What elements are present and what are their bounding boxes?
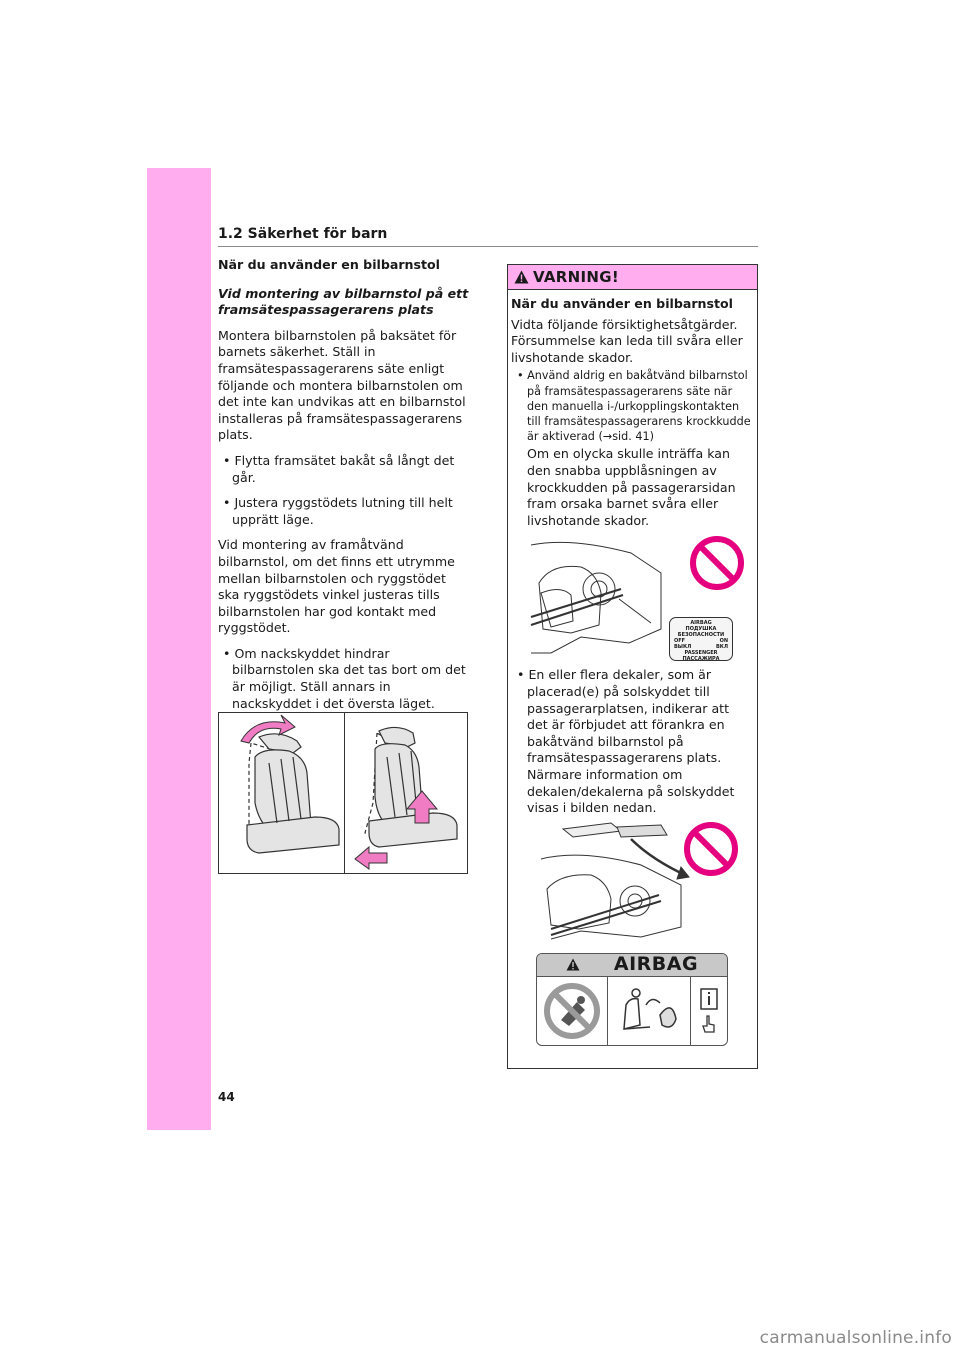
warning-triangle-icon <box>566 958 580 971</box>
manual-book-icon <box>700 988 718 1010</box>
switch-airbag-text: AIRBAG <box>690 620 712 627</box>
warning-title: VARNING! <box>533 268 619 286</box>
seat-right <box>365 727 457 847</box>
warning-header <box>508 265 757 290</box>
no-child-seat-icon <box>543 982 601 1040</box>
warning-heading: När du använder en bilbarnstol <box>511 296 734 311</box>
seat-adjustment-illustration <box>218 712 468 874</box>
dashboard-illustration <box>511 533 753 661</box>
seat-illustration-svg <box>219 713 467 873</box>
manual-info-icon-panel <box>691 977 727 1046</box>
sunvisor-illustration <box>511 819 753 941</box>
seat-back-arrow <box>355 847 387 869</box>
airbag-label-header <box>537 954 727 977</box>
switch-ru-text: ПОДУШКА БЕЗОПАСНОСТИ <box>677 626 725 639</box>
paragraph: Montera bilbarnstolen på baksätet för barnets säkerhet. Ställ in framsätespassagerarens säte enligt följande och montera bilbarnstolen om det inte kan undvikas att en bilbarnstol installeras på framsätespassagerarens plats. <box>218 327 466 443</box>
airbag-deploy-icon-panel <box>608 977 691 1046</box>
prohibition-icon <box>689 535 745 591</box>
paragraph: Vid montering av framåtvänd bilbarnstol, om det finns ett utrymme mellan bilbarnstolen och ryggstödet ska ryggstödets vinkel justeras tills bilbarnstolen har god kontakt med ryggstödet. <box>218 537 455 636</box>
bullet-item: • Om nackskyddet hindrar bilbarnstolen ska det tas bort om det är möjligt. Ställ annars in nackskyddet i det översta läget. <box>218 646 470 712</box>
warning-body <box>508 290 757 1046</box>
left-column <box>218 257 470 721</box>
page-number: 44 <box>218 1090 235 1104</box>
hand-pointer-icon <box>702 1014 716 1034</box>
footer-watermark[interactable]: carmanualsonline.info <box>759 1328 952 1348</box>
switch-off-text: OFF <box>674 638 686 645</box>
airbag-label-text: AIRBAG <box>613 953 699 976</box>
switch-on-text: ON <box>719 638 728 645</box>
warning-bullet-continuation: Om en olycka skulle inträffa kan den snabba uppblåsningen av krockkudden på passagerarsidan fram orsaka barnet svåra eller livshotande skador. <box>527 446 736 528</box>
seat-left <box>247 734 339 853</box>
airbag-switch-label <box>669 617 733 661</box>
prohibition-icon <box>683 821 739 877</box>
switch-vkl-text: ВКЛ <box>715 644 728 651</box>
warning-bullet: • Använd aldrig en bakåtvänd bilbarnstol på framsätespassagerarens säte när den manuella i-/urkopplingskontakten till framsätespassagerarens krockkudde är aktiverad (→sid. 41) <box>511 368 753 444</box>
airbag-deploy-icon <box>616 985 682 1037</box>
bullet-item: • Justera ryggstödets lutning till helt upprätt läge. <box>218 495 470 528</box>
warning-bullet: • En eller flera dekaler, som är placerad(e) på solskyddet till passagerarplatsen, indikerar att det är förbjudet att förankra en bakåtvänd bilbarnstol på framsätespassagerarens plats. Närmare information om dekalen/dekalerna på solskyddet visas i bilden nedan. <box>511 667 753 816</box>
airbag-warning-label <box>536 953 728 1046</box>
section-title: När du använder en bilbarnstol <box>218 257 441 272</box>
no-rear-seat-icon-panel <box>537 977 608 1046</box>
warning-intro: Vidta följande försiktighetsåtgärder. Försummelse kan leda till svåra eller livshotande skador. <box>511 316 743 365</box>
subsection-heading: Vid montering av bilbarnstol på ett framsätespassagerarens plats <box>218 285 469 318</box>
warning-triangle-icon <box>514 270 529 284</box>
header-divider <box>218 246 758 247</box>
switch-passenger-text: PASSENGER <box>684 650 718 657</box>
warning-box <box>507 264 758 1069</box>
section-header: 1.2 Säkerhet för barn <box>218 226 388 242</box>
chapter-sidebar <box>147 168 211 1130</box>
figure-divider <box>344 713 345 873</box>
switch-passenger-ru-text: ПАССАЖИРА <box>682 656 720 663</box>
switch-vykl-text: ВЫКЛ <box>674 644 692 651</box>
bullet-item: • Flytta framsätet bakåt så långt det går. <box>218 453 470 486</box>
